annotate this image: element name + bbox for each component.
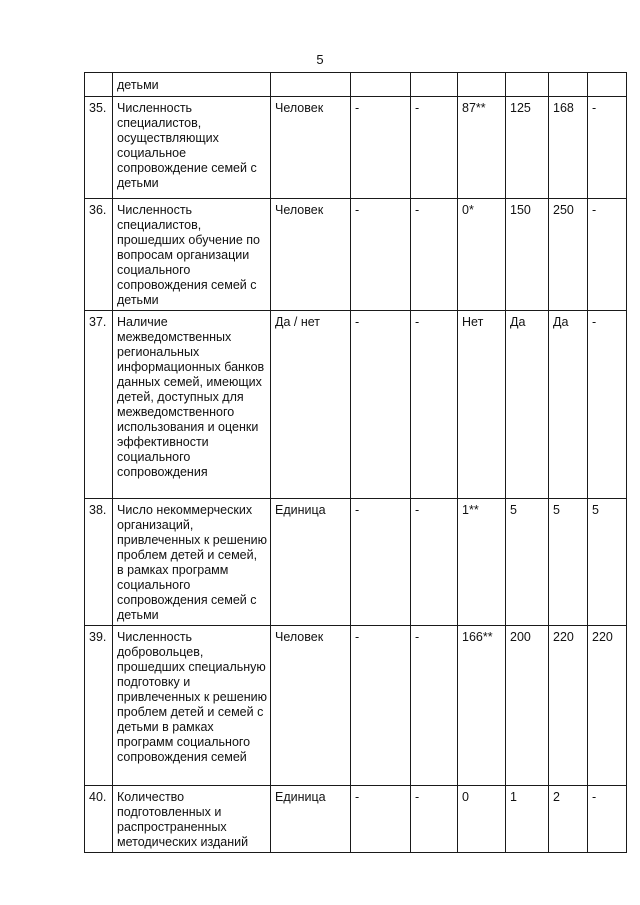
cell-value xyxy=(506,73,549,97)
cell-name: Численность специалистов, осуществляющих социальное сопровождение семей с детьми xyxy=(113,97,271,199)
cell-value-2: - xyxy=(411,97,458,199)
cell-value-3: 87** xyxy=(458,97,506,199)
cell-value-6: - xyxy=(588,199,627,311)
cell-name xyxy=(113,73,271,97)
cell-value-5: 2 xyxy=(549,786,588,853)
cell-value-5: 5 xyxy=(549,499,588,626)
cell-value-2: - xyxy=(411,626,458,786)
cell-num xyxy=(85,73,113,97)
cell-value xyxy=(458,73,506,97)
cell-value-3: 0* xyxy=(458,199,506,311)
cell-name: Число некоммерческих организаций, привлеченных к решению проблем детей и семей, в рамках программ социального сопровождения семей с детьми xyxy=(113,499,271,626)
cell-value-2: - xyxy=(411,499,458,626)
cell-num: 40. xyxy=(85,786,113,853)
cell-value-4: 150 xyxy=(506,199,549,311)
cell-value-6: 5 xyxy=(588,499,627,626)
cell-value-4: Да xyxy=(506,311,549,499)
cell-value-1: - xyxy=(351,499,411,626)
cell-value-1: - xyxy=(351,97,411,199)
cell-value-3: 0 xyxy=(458,786,506,853)
cell-unit: Единица xyxy=(271,786,351,853)
cell-value-6: - xyxy=(588,311,627,499)
table-row-continued xyxy=(85,73,627,97)
cell-num: 37. xyxy=(85,311,113,499)
cell-unit: Человек xyxy=(271,626,351,786)
cell-value-6: 220 xyxy=(588,626,627,786)
cell-value-5: 250 xyxy=(549,199,588,311)
cell-num: 38. xyxy=(85,499,113,626)
cell-value-5: 220 xyxy=(549,626,588,786)
cell-value-4: 125 xyxy=(506,97,549,199)
cell-value-1: - xyxy=(351,199,411,311)
cell-value xyxy=(549,73,588,97)
cell-value-2: - xyxy=(411,199,458,311)
cell-num: 35. xyxy=(85,97,113,199)
cell-value-3: 1** xyxy=(458,499,506,626)
cell-value-4: 5 xyxy=(506,499,549,626)
cell-unit: Человек xyxy=(271,97,351,199)
indicators-table xyxy=(84,72,627,853)
cell-value-5: Да xyxy=(549,311,588,499)
cell-value xyxy=(411,73,458,97)
table-row xyxy=(85,199,627,311)
page-number: 5 xyxy=(316,52,324,67)
cell-value-6: - xyxy=(588,786,627,853)
cell-value-2: - xyxy=(411,786,458,853)
cell-value xyxy=(351,73,411,97)
cell-value-1: - xyxy=(351,311,411,499)
cell-value-4: 1 xyxy=(506,786,549,853)
table-row xyxy=(85,786,627,853)
table-row xyxy=(85,626,627,786)
table-row xyxy=(85,311,627,499)
cell-name-text: детьми xyxy=(117,78,159,92)
cell-value-3: Нет xyxy=(458,311,506,499)
cell-name: Численность специалистов, прошедших обучение по вопросам организации социального сопровождения семей с детьми xyxy=(113,199,271,311)
cell-unit: Человек xyxy=(271,199,351,311)
cell-value-1: - xyxy=(351,626,411,786)
cell-value-4: 200 xyxy=(506,626,549,786)
table-row xyxy=(85,499,627,626)
cell-num: 39. xyxy=(85,626,113,786)
cell-num: 36. xyxy=(85,199,113,311)
cell-unit xyxy=(271,73,351,97)
table-body xyxy=(85,73,627,853)
table-row xyxy=(85,97,627,199)
cell-value xyxy=(588,73,627,97)
cell-value-5: 168 xyxy=(549,97,588,199)
cell-unit: Да / нет xyxy=(271,311,351,499)
cell-value-2: - xyxy=(411,311,458,499)
cell-unit: Единица xyxy=(271,499,351,626)
cell-name: Количество подготовленных и распространенных методических изданий xyxy=(113,786,271,853)
cell-name: Наличие межведомственных региональных информационных банков данных семей, имеющих детей, доступных для межведомственного использования и оценки эффективности социального сопровождения xyxy=(113,311,271,499)
cell-value-3: 166** xyxy=(458,626,506,786)
cell-name: Численность добровольцев, прошедших специальную подготовку и привлеченных к решению проблем детей и семей с детьми в рамках программ социального сопровождения семей xyxy=(113,626,271,786)
cell-value-6: - xyxy=(588,97,627,199)
cell-value-1: - xyxy=(351,786,411,853)
